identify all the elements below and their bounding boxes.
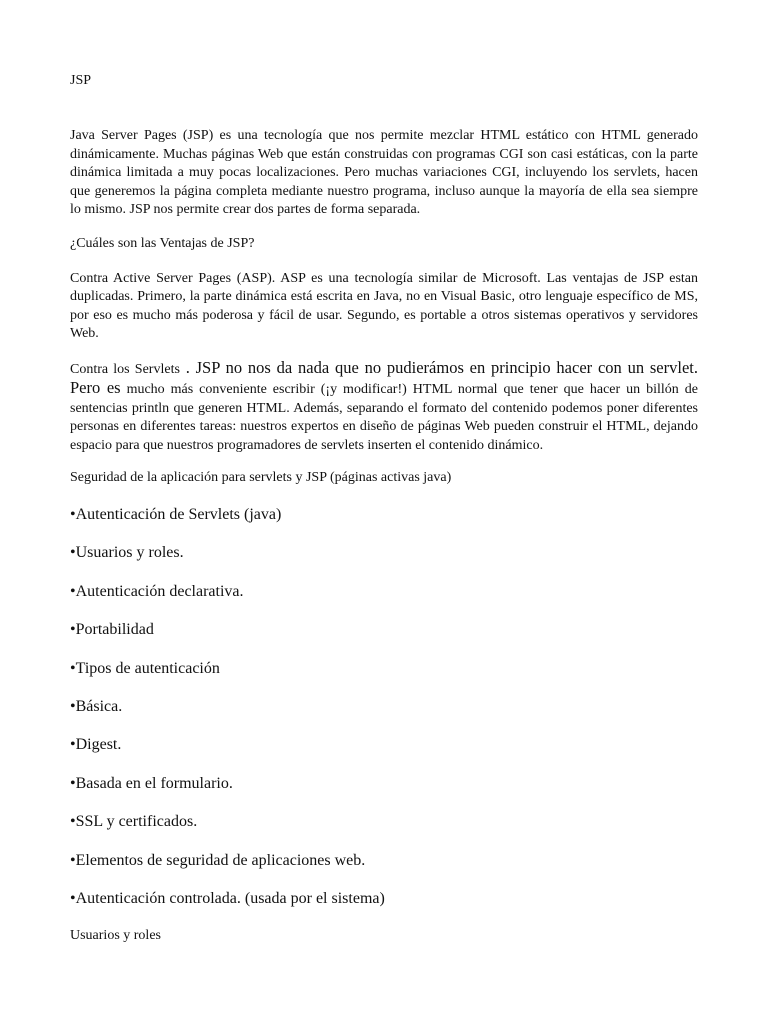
document-title: JSP: [70, 73, 92, 88]
bullet-item-ssl-certificates: •SSL y certificados.: [70, 813, 198, 831]
users-roles-heading: Usuarios y roles: [70, 928, 161, 944]
document-page: [70, 72, 698, 945]
security-heading: Seguridad de la aplicación para servlets y JSP (páginas activas java): [70, 470, 452, 485]
asp-paragraph: Contra Active Server Pages (ASP). ASP es una tecnología similar de Microsoft. Las ventajas de JSP estan duplicadas. Primero, la parte dinámica está escrita en Java, no en Visual Basic, otro lenguaje específico de MS, por eso es mucho más poderosa y fácil de usar. Segundo, es portable a otros sistemas operativos y servidores Web.: [70, 270, 698, 341]
bullet-item-basic: •Básica.: [70, 697, 123, 715]
bullet-item-controlled-auth: •Autenticación controlada. (usada por el sistema): [70, 889, 385, 907]
servlets-paragraph: [70, 359, 698, 456]
intro-paragraph: Java Server Pages (JSP) es una tecnología que nos permite mezclar HTML estático con HTML generado dinámicamente. Muchas páginas Web que están construidas con programas CGI son casi estáticas, con la parte dinámica limitada a muy pocas localizaciones. Pero muchas variaciones CGI, incluyendo los servlets, hacen que generemos la página completa mediante nuestro programa, incluso aunque la mayoría de ella sea siempre lo mismo. JSP nos permite crear dos partes de forma separada.: [70, 128, 698, 217]
advantages-heading: ¿Cuáles son las Ventajas de JSP?: [70, 235, 255, 251]
bullet-item-users-roles: •Usuarios y roles.: [70, 544, 184, 562]
bullet-item-auth-types: •Tipos de autenticación: [70, 659, 220, 677]
servlets-paragraph-lead: Contra los Servlets: [70, 361, 180, 377]
bullet-item-servlet-auth: •Autenticación de Servlets (java): [70, 506, 282, 523]
bullet-item-form-based: •Basada en el formulario.: [70, 774, 233, 792]
bullet-item-portability: •Portabilidad: [70, 621, 154, 639]
bullet-item-digest: •Digest.: [70, 736, 122, 754]
servlets-paragraph-emphasis: . JSP no nos da nada que no pudierámos en principio hacer con un servlet. Pero es: [70, 357, 698, 397]
bullet-item-web-security-elements: •Elementos de seguridad de aplicaciones web.: [70, 851, 366, 869]
security-bullet-list: [70, 505, 698, 909]
servlets-paragraph-body: mucho más conveniente escribir (¡y modificar!) HTML normal que tener que hacer un billón de sentencias println que generen HTML. Además, separando el formato del contenido podemos poner diferentes personas en diferentes tareas: nuestros expertos en diseño de páginas Web pueden construir el HTML, dejando espacio para que nuestros programadores de servlets inserten el contenido dinámico.: [70, 382, 698, 453]
bullet-item-declarative-auth: •Autenticación declarativa.: [70, 582, 244, 600]
